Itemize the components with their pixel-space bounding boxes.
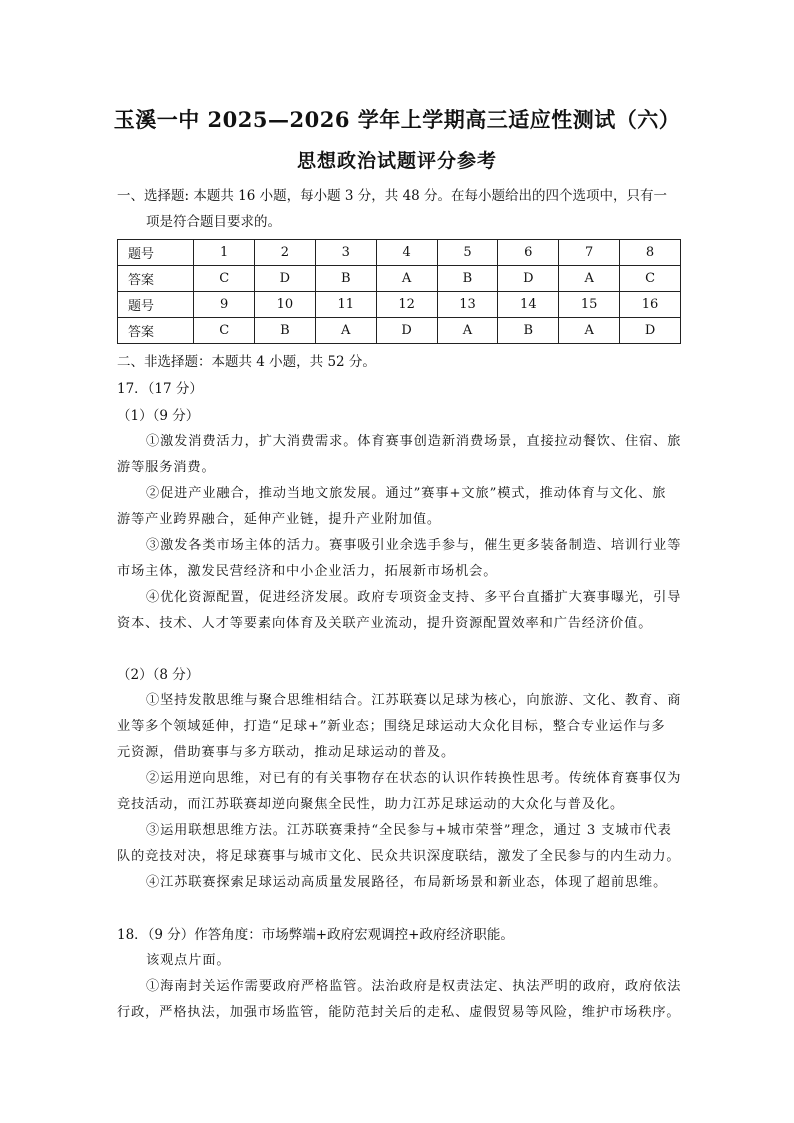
answer-text-line: ③运用联想思维方法。江苏联赛秉持“全民参与+城市荣誉”理念，通过 3 支城市代表 bbox=[146, 823, 672, 838]
answer-text-line: 队的竞技对决，将足球赛事与城市文化、民众共识深度联结，激发了全民参与的内生动力。 bbox=[117, 849, 681, 864]
section1-heading-cont: 项是符合题目要求的。 bbox=[146, 214, 281, 230]
table-cell: B bbox=[254, 318, 315, 344]
page-subtitle: 思想政治试题评分参考 bbox=[296, 150, 497, 172]
answer-text-line: ①激发消费活力，扩大消费需求。体育赛事创造新消费场景，直接拉动餐饮、住宿、旅 bbox=[146, 434, 682, 449]
answer-text-line: ③激发各类市场主体的活力。赛事吸引业余选手参与，催生更多装备制造、培训行业等 bbox=[146, 538, 682, 553]
page-title: 玉溪一中 2025—2026 学年上学期高三适应性测试（六） bbox=[113, 107, 681, 132]
answer-text-line: 市场主体，激发民营经济和中小企业活力，拓展新市场机会。 bbox=[117, 564, 498, 579]
table-cell: 5 bbox=[437, 240, 498, 266]
table-cell: 14 bbox=[498, 292, 559, 318]
table-cell: A bbox=[315, 318, 376, 344]
answer-text-line: 资本、技术、人才等要素向体育及关联产业流动，提升资源配置效率和广告经济价值。 bbox=[117, 616, 653, 631]
table-row bbox=[118, 240, 681, 266]
table-row bbox=[118, 318, 681, 344]
answer-text-line: 行政，严格执法，加强市场监管，能防范封关后的走私、虚假贸易等风险，维护市场秩序。 bbox=[117, 1005, 681, 1020]
answer-text-line: ②运用逆向思维，对已有的有关事物存在状态的认识作转换性思考。传统体育赛事仅为 bbox=[146, 771, 682, 786]
answer-text-line: 该观点片面。 bbox=[146, 953, 231, 968]
section1-heading: 一、选择题: 本题共 16 小题，每小题 3 分，共 48 分。在每小题给出的四个选项中，只有一 bbox=[117, 188, 668, 204]
table-cell: 16 bbox=[620, 292, 681, 318]
table-cell: 11 bbox=[315, 292, 376, 318]
table-cell: C bbox=[620, 266, 681, 292]
table-cell: B bbox=[498, 318, 559, 344]
q17-part1-title: （1）（9 分） bbox=[117, 408, 200, 424]
table-cell: 3 bbox=[315, 240, 376, 266]
question-number-label: 题号 bbox=[118, 240, 194, 266]
table-cell: D bbox=[498, 266, 559, 292]
table-cell: 8 bbox=[620, 240, 681, 266]
answer-label: 答案 bbox=[118, 266, 194, 292]
table-cell: 7 bbox=[559, 240, 620, 266]
table-cell: 1 bbox=[194, 240, 255, 266]
answer-text-line: ①坚持发散思维与聚合思维相结合。江苏联赛以足球为核心，向旅游、文化、教育、商 bbox=[146, 693, 682, 708]
q17-title: 17．（17 分） bbox=[117, 381, 203, 397]
table-cell: 10 bbox=[254, 292, 315, 318]
table-cell: D bbox=[254, 266, 315, 292]
table-cell: A bbox=[559, 318, 620, 344]
q18-title: 18．（9 分）作答角度：市场弊端+政府宏观调控+政府经济职能。 bbox=[117, 927, 514, 943]
table-cell: 2 bbox=[254, 240, 315, 266]
answer-text-line: 业等多个领域延伸，打造“足球+”新业态；围绕足球运动大众化目标，整合专业运作与多 bbox=[117, 719, 666, 734]
answer-text-line: ②促进产业融合，推动当地文旅发展。通过”赛事+文旅”模式，推动体育与文化、旅 bbox=[146, 486, 667, 501]
table-row bbox=[118, 266, 681, 292]
table-cell: 13 bbox=[437, 292, 498, 318]
table-cell: 15 bbox=[559, 292, 620, 318]
table-cell: D bbox=[376, 318, 437, 344]
table-cell: 12 bbox=[376, 292, 437, 318]
answer-text-line: 游等服务消费。 bbox=[117, 460, 216, 475]
section2-heading: 二、非选择题：本题共 4 小题，共 52 分。 bbox=[117, 354, 376, 370]
table-row bbox=[118, 292, 681, 318]
answer-text-line: 竞技活动，而江苏联赛却逆向聚焦全民性，助力江苏足球运动的大众化与普及化。 bbox=[117, 797, 625, 812]
answer-text-line: ④优化资源配置，促进经济发展。政府专项资金支持、多平台直播扩大赛事曝光，引导 bbox=[146, 590, 682, 605]
table-cell: B bbox=[315, 266, 376, 292]
answer-text-line: ④江苏联赛探索足球运动高质量发展路径，布局新场景和新业态，体现了超前思维。 bbox=[146, 875, 668, 890]
table-cell: 9 bbox=[194, 292, 255, 318]
table-cell: B bbox=[437, 266, 498, 292]
table-cell: D bbox=[620, 318, 681, 344]
answer-label: 答案 bbox=[118, 318, 194, 344]
table-cell: A bbox=[437, 318, 498, 344]
answer-text-line: ①海南封关运作需要政府严格监管。法治政府是权责法定、执法严明的政府，政府依法 bbox=[146, 979, 682, 994]
table-cell: A bbox=[376, 266, 437, 292]
answer-text-line: 游等产业跨界融合，延伸产业链，提升产业附加值。 bbox=[117, 512, 442, 527]
question-number-label: 题号 bbox=[118, 292, 194, 318]
answer-text-line: 元资源，借助赛事与多方联动，推动足球运动的普及。 bbox=[117, 745, 456, 760]
answer-table bbox=[117, 239, 681, 344]
table-cell: C bbox=[194, 318, 255, 344]
table-cell: A bbox=[559, 266, 620, 292]
table-cell: C bbox=[194, 266, 255, 292]
q17-part2-title: （2）（8 分） bbox=[117, 667, 200, 683]
table-cell: 6 bbox=[498, 240, 559, 266]
table-cell: 4 bbox=[376, 240, 437, 266]
